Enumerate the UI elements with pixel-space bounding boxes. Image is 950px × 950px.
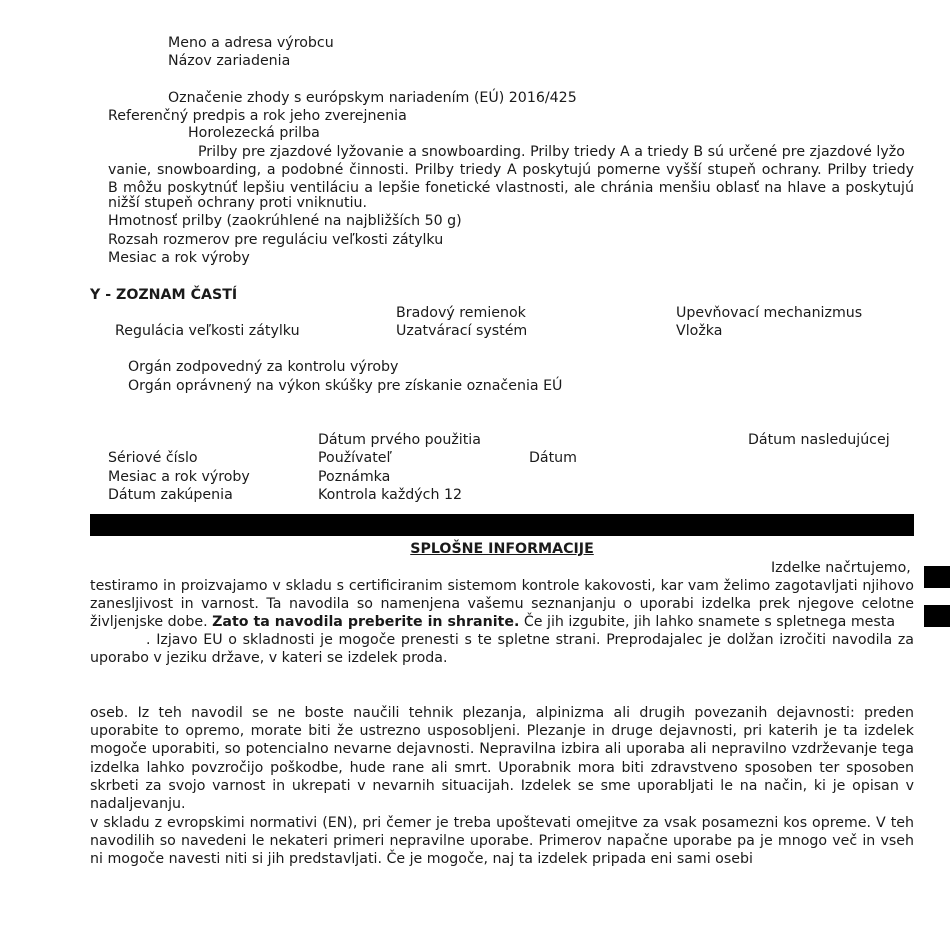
parts-heading: Y - ZOZNAM ČASTÍ xyxy=(90,287,238,303)
size-range-label: Rozsah rozmerov pre reguláciu veľkosti zátylku xyxy=(108,232,444,248)
manufacturer-label: Meno a adresa výrobcu xyxy=(168,35,334,51)
p1-line4-post: Če jih izgubite, jih lahko snamete s spletnega mesta xyxy=(519,614,896,630)
ski-text-line3: B môžu poskytnúť lepšiu ventiláciu a lepšie fonetické vlastnosti, ale chránia menšiu oblasť na hlave a poskytujú xyxy=(108,180,914,196)
ski-text-line4: nižší stupeň ochrany proti vniknutiu. xyxy=(108,195,368,211)
p1-line3: zanesljivost in varnost. Ta navodila so namenjena vašemu seznanjanju o uporabi izdelka prek njegove celotne xyxy=(90,596,914,612)
general-info-heading: SPLOŠNE INFORMACIJE xyxy=(410,541,594,557)
part-closing: Uzatvárací systém xyxy=(396,323,528,339)
p1-line4-bold: Zato ta navodila preberite in shranite. xyxy=(212,614,520,630)
reference-label: Referenčný predpis a rok jeho zverejnenia xyxy=(108,108,407,124)
ski-text-line1: Prilby pre zjazdové lyžovanie a snowboarding. Prilby triedy A a triedy B sú určené pre zjazdové lyžo xyxy=(198,144,905,160)
table-first-use: Dátum prvého použitia xyxy=(318,432,481,448)
part-size-adjust: Regulácia veľkosti zátylku xyxy=(115,323,300,339)
table-serial: Sériové číslo xyxy=(108,450,198,466)
device-name-label: Názov zariadenia xyxy=(168,53,291,69)
table-check: Kontrola každých 12 xyxy=(318,487,463,503)
table-next-date: Dátum nasledujúcej xyxy=(748,432,890,448)
paragraph-2: oseb. Iz teh navodil se ne boste naučili tehnik plezanja, alpinizma ali drugih povezanih dejavnosti: preden uporabite to opremo, morate biti že ustrezno usposobljeni. Plezanje in druge dejavnosti, pri katerih je ta izdelek mogoče uporabiti, so potencialno nevarne dejavnosti. Nepravilna izbira ali uporaba ali nepravilno vzdrževanje tega izdelka lahko povzročijo poškodbe, hude rane ali smrt. Uporabnik mora biti zdravstveno sposoben ter sposoben skrbeti za svojo varnost in ukrepati v nevarnih situacijah. Izdelek se sme uporabljati le na način, ki je opisan v nadaljevanju. xyxy=(90,705,914,813)
p1-line1: Izdelke načrtujemo, xyxy=(771,560,911,576)
p1-line2: testiramo in proizvajamo v skladu s certificiranim sistemom kontrole kakovosti, kar vam želimo zagotavljati njihovo xyxy=(90,578,914,594)
table-purchase: Dátum zakúpenia xyxy=(108,487,233,503)
p1-line6: uporabo v jeziku države, v kateri se izdelek proda. xyxy=(90,650,448,666)
p1-line4 xyxy=(90,613,895,631)
table-month-year: Mesiac a rok výroby xyxy=(108,469,250,485)
section-divider-bar xyxy=(90,514,914,536)
month-year-label: Mesiac a rok výroby xyxy=(108,250,250,266)
conformity-label: Označenie zhody s európskym nariadením (EÚ) 2016/425 xyxy=(168,90,577,106)
body-control-label: Orgán zodpovedný za kontrolu výroby xyxy=(128,359,399,375)
table-note: Poznámka xyxy=(318,469,391,485)
p1-line4-pre: življenjske dobe. xyxy=(90,614,213,630)
p1-line5: . Izjavo EU o skladnosti je mogoče prenesti s te spletne strani. Preprodajalec je dolžan izročiti navodila za xyxy=(146,632,914,648)
part-insert: Vložka xyxy=(676,323,723,339)
ski-text-line2: vanie, snowboarding, a podobné činnosti. Prilby triedy A poskytujú pomerne vyšší stupeň ochrany. Prilby triedy xyxy=(108,162,914,178)
side-tab-1 xyxy=(924,566,950,588)
table-user: Používateľ xyxy=(318,450,392,466)
climbing-helmet-label: Horolezecká prilba xyxy=(188,125,320,141)
table-date: Dátum xyxy=(529,450,577,466)
part-fastening: Upevňovací mechanizmus xyxy=(676,305,863,321)
side-tab-2 xyxy=(924,605,950,627)
body-authorized-label: Orgán oprávnený na výkon skúšky pre získanie označenia EÚ xyxy=(128,378,563,394)
weight-label: Hmotnosť prilby (zaokrúhlené na najbližších 50 g) xyxy=(108,213,462,229)
part-chin-strap: Bradový remienok xyxy=(396,305,526,321)
paragraph-3: v skladu z evropskimi normativi (EN), pri čemer je treba upoštevati omejitve za vsak posamezni kos opreme. V teh navodilih so navedeni le nekateri primeri nepravilne uporabe. Primerov napačne uporabe pa je mnogo več in vseh ni mogoče navesti niti si jih predstavljati. Če je mogoče, naj ta izdelek pripada eni sami osebi xyxy=(90,815,914,868)
